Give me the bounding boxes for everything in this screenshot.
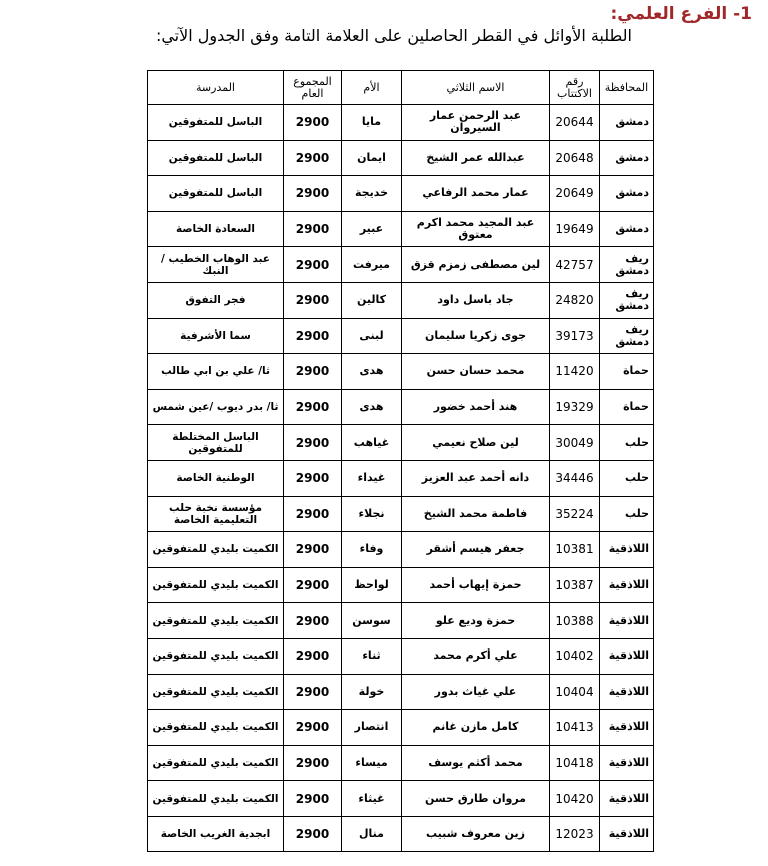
cell-governorate: دمشق <box>600 176 654 212</box>
results-table <box>147 70 654 852</box>
cell-governorate: ريف دمشق <box>600 318 654 354</box>
cell-governorate: دمشق <box>600 105 654 141</box>
cell-mother: سوسن <box>342 603 402 639</box>
cell-subscription-number: 10387 <box>550 567 600 603</box>
cell-school: الكميت بليدي للمتفوقين <box>148 532 284 568</box>
cell-school: الباسل للمتفوقين <box>148 140 284 176</box>
cell-subscription-number: 10388 <box>550 603 600 639</box>
cell-total: 2900 <box>284 247 342 283</box>
cell-subscription-number: 10402 <box>550 638 600 674</box>
cell-full-name: جاد باسل داود <box>402 282 550 318</box>
table-row <box>148 282 654 318</box>
cell-mother: انتصار <box>342 710 402 746</box>
cell-subscription-number: 34446 <box>550 460 600 496</box>
cell-full-name: حمزة إيهاب أحمد <box>402 567 550 603</box>
cell-school: الباسل للمتفوقين <box>148 176 284 212</box>
cell-governorate: اللاذقية <box>600 638 654 674</box>
table-row <box>148 532 654 568</box>
table-row <box>148 674 654 710</box>
cell-governorate: دمشق <box>600 211 654 247</box>
cell-mother: نجلاء <box>342 496 402 532</box>
cell-governorate: اللاذقية <box>600 603 654 639</box>
table-row <box>148 496 654 532</box>
cell-full-name: لين صلاح نعيمي <box>402 425 550 461</box>
table-row <box>148 105 654 141</box>
cell-mother: عبير <box>342 211 402 247</box>
table-row <box>148 567 654 603</box>
cell-full-name: فاطمة محمد الشيخ <box>402 496 550 532</box>
table-row <box>148 781 654 817</box>
cell-full-name: محمد حسان حسن <box>402 354 550 390</box>
cell-subscription-number: 11420 <box>550 354 600 390</box>
cell-school: الوطنية الخاصة <box>148 460 284 496</box>
cell-mother: كالين <box>342 282 402 318</box>
cell-mother: ثناء <box>342 638 402 674</box>
cell-school: الكميت بليدي للمتفوقين <box>148 781 284 817</box>
cell-total: 2900 <box>284 354 342 390</box>
cell-mother: ميرفت <box>342 247 402 283</box>
table-row <box>148 425 654 461</box>
cell-governorate: اللاذقية <box>600 816 654 852</box>
cell-school: ثا/ علي بن ابي طالب <box>148 354 284 390</box>
cell-total: 2900 <box>284 710 342 746</box>
cell-school: عبد الوهاب الخطيب /النبك <box>148 247 284 283</box>
cell-total: 2900 <box>284 282 342 318</box>
cell-total: 2900 <box>284 211 342 247</box>
table-row <box>148 460 654 496</box>
cell-full-name: عمار محمد الرفاعي <box>402 176 550 212</box>
cell-mother: هدى <box>342 354 402 390</box>
cell-full-name: علي غياث بدور <box>402 674 550 710</box>
cell-governorate: دمشق <box>600 140 654 176</box>
table-row <box>148 354 654 390</box>
cell-subscription-number: 10420 <box>550 781 600 817</box>
header-governorate: المحافظة <box>600 71 654 105</box>
cell-total: 2900 <box>284 105 342 141</box>
cell-governorate: ريف دمشق <box>600 282 654 318</box>
cell-total: 2900 <box>284 140 342 176</box>
cell-total: 2900 <box>284 603 342 639</box>
header-subscription-number: رقم الاكتتاب <box>550 71 600 105</box>
cell-governorate: اللاذقية <box>600 674 654 710</box>
header-school: المدرسة <box>148 71 284 105</box>
cell-total: 2900 <box>284 638 342 674</box>
table-row <box>148 140 654 176</box>
cell-full-name: دانه أحمد عبد العزيز <box>402 460 550 496</box>
header-mother: الأم <box>342 71 402 105</box>
cell-subscription-number: 30049 <box>550 425 600 461</box>
cell-full-name: جعفر هيسم أشقر <box>402 532 550 568</box>
cell-school: الباسل المختلطة للمتفوقين <box>148 425 284 461</box>
cell-total: 2900 <box>284 781 342 817</box>
cell-full-name: محمد أكثم يوسف <box>402 745 550 781</box>
table-row <box>148 389 654 425</box>
cell-mother: غيداء <box>342 460 402 496</box>
cell-full-name: لين مصطفى زمزم قزق <box>402 247 550 283</box>
cell-governorate: اللاذقية <box>600 710 654 746</box>
cell-full-name: عبد المجيد محمد اكرم معتوق <box>402 211 550 247</box>
cell-full-name: جوى زكريا سليمان <box>402 318 550 354</box>
table-row <box>148 816 654 852</box>
subtitle: الطلبة الأوائل في القطر الحاصلين على العلامة التامة وفق الجدول الآتي: <box>155 26 632 45</box>
cell-subscription-number: 24820 <box>550 282 600 318</box>
cell-total: 2900 <box>284 532 342 568</box>
header-total: المجموع العام <box>284 71 342 105</box>
cell-total: 2900 <box>284 389 342 425</box>
cell-school: الكميت بليدي للمتفوقين <box>148 638 284 674</box>
table-row <box>148 638 654 674</box>
cell-mother: ايمان <box>342 140 402 176</box>
cell-subscription-number: 42757 <box>550 247 600 283</box>
cell-school: ابجدية الغريب الخاصة <box>148 816 284 852</box>
cell-mother: خولة <box>342 674 402 710</box>
cell-governorate: اللاذقية <box>600 567 654 603</box>
cell-subscription-number: 12023 <box>550 816 600 852</box>
table-row <box>148 247 654 283</box>
cell-subscription-number: 10381 <box>550 532 600 568</box>
cell-governorate: اللاذقية <box>600 532 654 568</box>
cell-governorate: حلب <box>600 460 654 496</box>
cell-full-name: عبد الرحمن عمار السيروان <box>402 105 550 141</box>
cell-full-name: مروان طارق حسن <box>402 781 550 817</box>
cell-mother: هدى <box>342 389 402 425</box>
cell-governorate: حماة <box>600 354 654 390</box>
cell-governorate: اللاذقية <box>600 745 654 781</box>
cell-subscription-number: 19329 <box>550 389 600 425</box>
cell-mother: لواحظ <box>342 567 402 603</box>
cell-school: الكميت بليدي للمتفوقين <box>148 710 284 746</box>
cell-full-name: هند أحمد خضور <box>402 389 550 425</box>
cell-full-name: عبدالله عمر الشيخ <box>402 140 550 176</box>
cell-mother: غياهب <box>342 425 402 461</box>
table-row <box>148 211 654 247</box>
cell-total: 2900 <box>284 745 342 781</box>
table-row <box>148 710 654 746</box>
header-full-name: الاسم الثلاثي <box>402 71 550 105</box>
cell-mother: ميساء <box>342 745 402 781</box>
cell-school: الكميت بليدي للمتفوقين <box>148 745 284 781</box>
cell-governorate: حماة <box>600 389 654 425</box>
cell-governorate: ريف دمشق <box>600 247 654 283</box>
cell-full-name: زين معروف شبيب <box>402 816 550 852</box>
cell-school: الباسل للمتفوقين <box>148 105 284 141</box>
table-row <box>148 176 654 212</box>
cell-mother: خديجة <box>342 176 402 212</box>
cell-subscription-number: 39173 <box>550 318 600 354</box>
cell-mother: غيثاء <box>342 781 402 817</box>
cell-subscription-number: 20649 <box>550 176 600 212</box>
cell-subscription-number: 20648 <box>550 140 600 176</box>
cell-subscription-number: 35224 <box>550 496 600 532</box>
cell-total: 2900 <box>284 176 342 212</box>
cell-school: الكميت بليدي للمتفوقين <box>148 674 284 710</box>
cell-school: فجر التفوق <box>148 282 284 318</box>
cell-school: السعادة الخاصة <box>148 211 284 247</box>
cell-governorate: اللاذقية <box>600 781 654 817</box>
cell-mother: وفاء <box>342 532 402 568</box>
cell-mother: منال <box>342 816 402 852</box>
cell-total: 2900 <box>284 318 342 354</box>
cell-full-name: علي أكرم محمد <box>402 638 550 674</box>
cell-governorate: حلب <box>600 496 654 532</box>
cell-subscription-number: 10404 <box>550 674 600 710</box>
cell-total: 2900 <box>284 674 342 710</box>
table-row <box>148 603 654 639</box>
cell-subscription-number: 10418 <box>550 745 600 781</box>
cell-subscription-number: 20644 <box>550 105 600 141</box>
cell-subscription-number: 10413 <box>550 710 600 746</box>
cell-total: 2900 <box>284 425 342 461</box>
section-title: 1- الفرع العلمي: <box>610 4 752 24</box>
cell-subscription-number: 19649 <box>550 211 600 247</box>
header-row <box>148 71 654 105</box>
cell-total: 2900 <box>284 816 342 852</box>
table-body <box>148 105 654 852</box>
cell-school: مؤسسة نخبة حلب التعليمية الخاصة <box>148 496 284 532</box>
cell-total: 2900 <box>284 496 342 532</box>
cell-school: الكميت بليدي للمتفوقين <box>148 567 284 603</box>
cell-governorate: حلب <box>600 425 654 461</box>
cell-mother: لبنى <box>342 318 402 354</box>
cell-school: سما الأشرفية <box>148 318 284 354</box>
cell-full-name: حمزة وديع علو <box>402 603 550 639</box>
cell-full-name: كامل مازن غانم <box>402 710 550 746</box>
table-row <box>148 745 654 781</box>
cell-mother: مايا <box>342 105 402 141</box>
cell-school: الكميت بليدي للمتفوقين <box>148 603 284 639</box>
cell-school: ثا/ بدر ديوب /عين شمس <box>148 389 284 425</box>
cell-total: 2900 <box>284 460 342 496</box>
table-row <box>148 318 654 354</box>
cell-total: 2900 <box>284 567 342 603</box>
